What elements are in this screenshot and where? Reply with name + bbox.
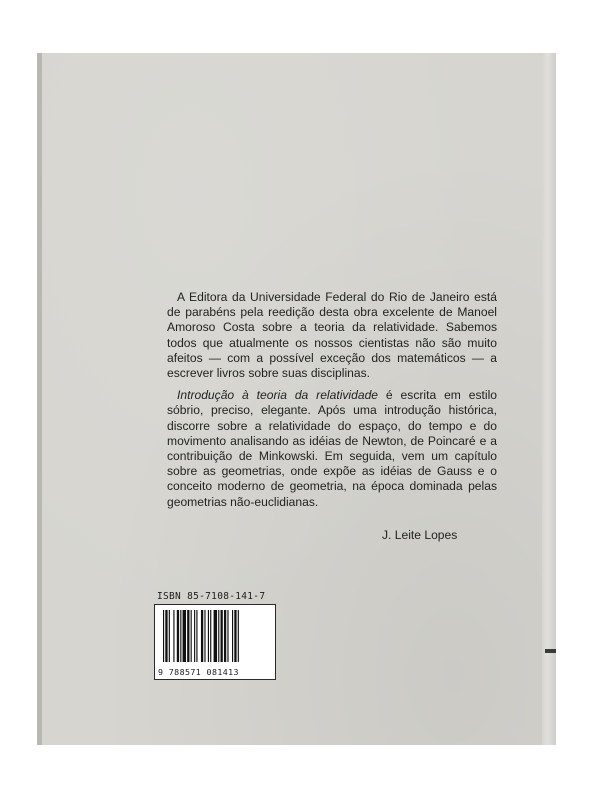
cover-left-edge <box>37 53 42 745</box>
blurb-paragraph-2-text: é escrita em estilo sóbrio, preciso, elegante. Após uma introdução histórica, discorre sobre a relatividade do espaço, do tempo e do movimento analisando as idéias de Newton, de Poincaré e a contribuição de Minkowski. Em seguida, vem um capítulo sobre as geometrias, onde expõe as idéias de Gauss e o conceito moderno de geometria, na época dominada pelas geometrias não-euclidianas. <box>167 388 497 509</box>
book-title-reference: Introdução à teoria da relatividade <box>177 388 379 403</box>
blurb-paragraph-1 <box>167 290 497 381</box>
author-signature: J. Leite Lopes <box>382 528 458 542</box>
blurb-paragraph-1-text: A Editora da Universidade Federal do Rio de Janeiro está de parabéns pela reedição desta obra excelente de Manoel Amoroso Costa sobre a teoria da relatividade. Sabemos todos que atualmente os nossos cientistas não são muito afeitos — com a possível exceção dos matemáticos — a escrever livros sobre suas disciplinas. <box>167 290 497 381</box>
blurb-paragraph-2 <box>167 388 497 510</box>
book-back-cover <box>37 53 556 745</box>
blurb-text <box>167 290 497 510</box>
edge-mark <box>545 649 556 653</box>
barcode-bars <box>163 610 267 662</box>
cover-right-edge <box>542 53 556 745</box>
isbn-barcode <box>154 604 276 680</box>
barcode-number: 9 788571 081413 <box>158 667 239 677</box>
isbn-label: ISBN 85-7108-141-7 <box>157 591 266 602</box>
